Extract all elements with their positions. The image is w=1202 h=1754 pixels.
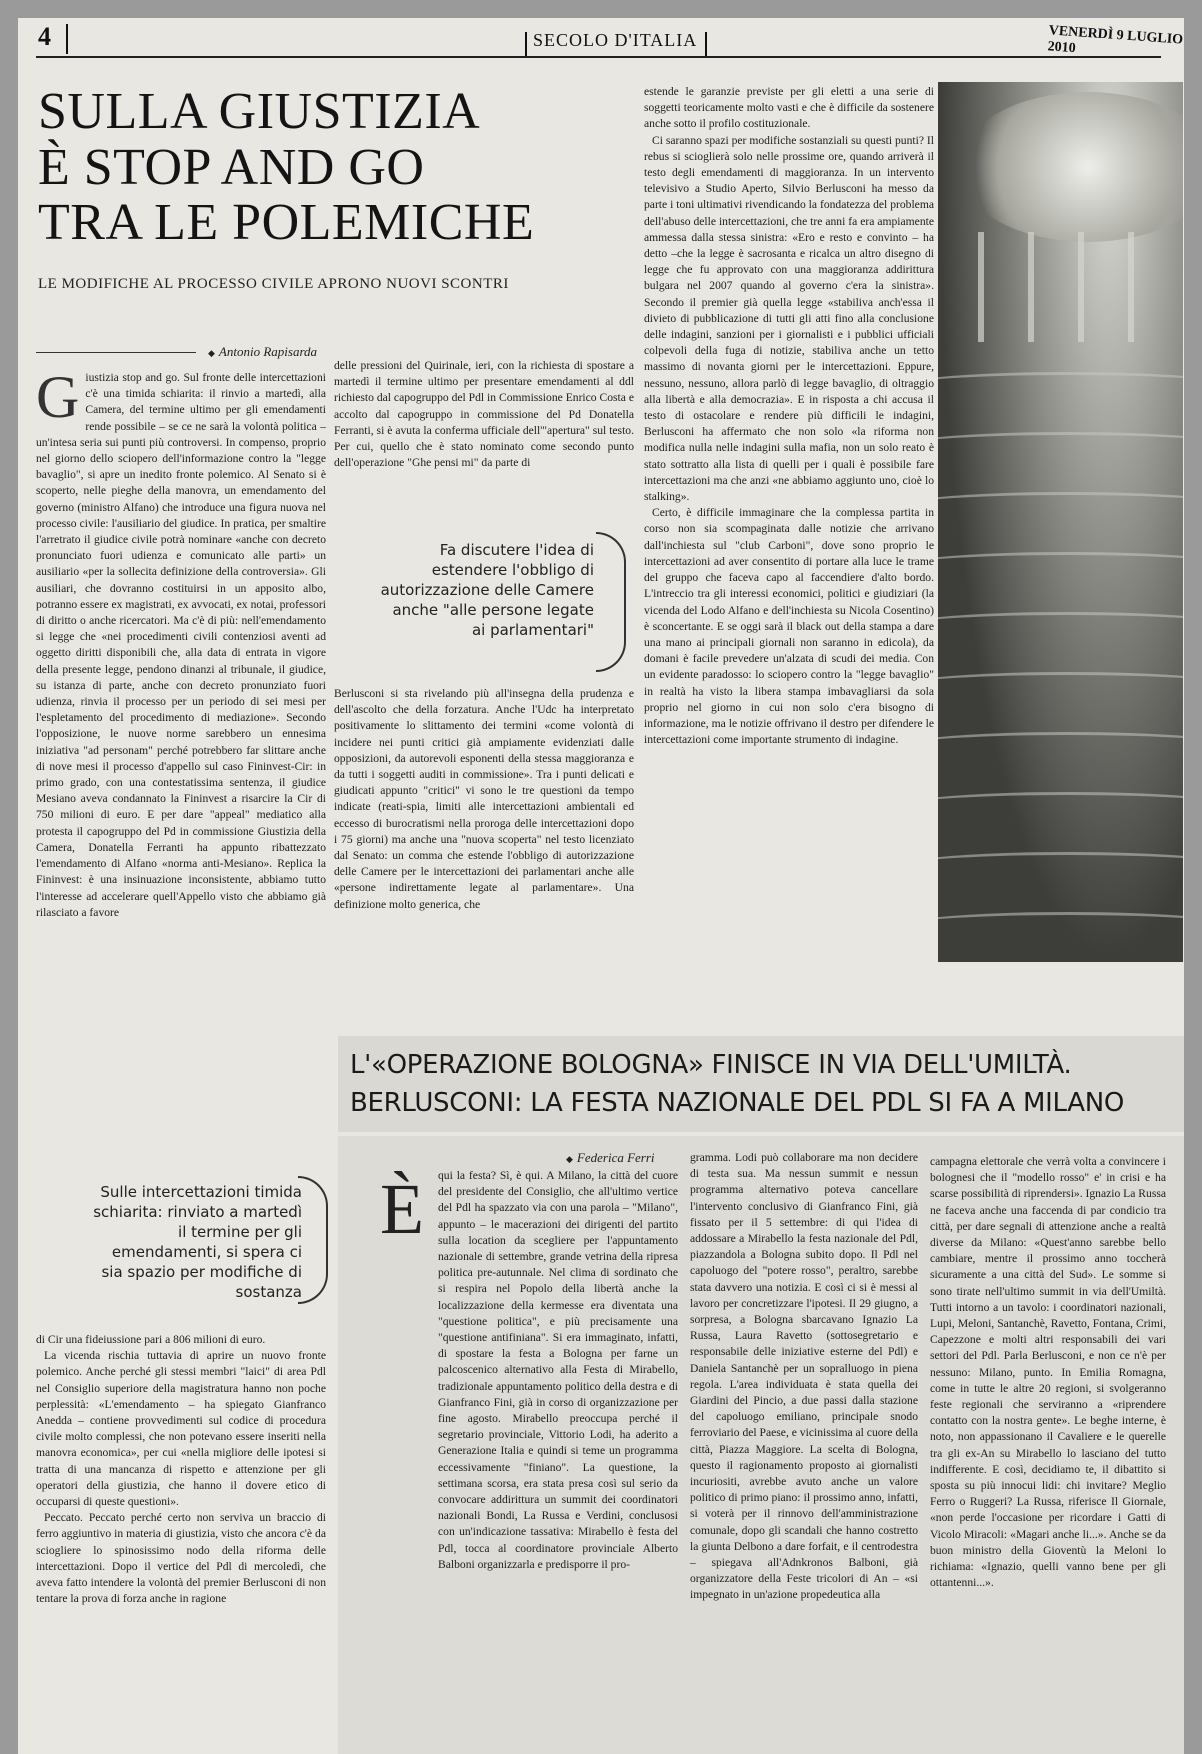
newspaper-page bbox=[18, 18, 1184, 1754]
paragraph: Certo, è difficile immaginare che la complessa partita in corso non sia scompaginata dalle notizie che arrivano dall'inchiesta sul "club Carboni", dove sono proprio le intercettazioni ad aver consentito di portare alla luce le trame del gruppo che faceva capo al faccendiere d'alto bordo. L'intreccio tra gli interessi economici, politici e giudiziari (la vicenda del Lodo Alfano e dell'inchiesta su Nicola Cosentino) è sconcertante. E se oggi sarà il black out della stampa a dare una mano ai principali giornali non saranno in edicola), da domani è facile prevedere un'alzata di scudi dei media. Con un evidente paradosso: lo sciopero contro la "legge bavaglio" in realtà ha visto la libera stampa imbavagliarsi da sola proprio nel giorno in cui non solo c'era bisogno di informazione, ma le notizie offrivano il destro per difendere le intercettazioni come importante strumento di indagine. bbox=[644, 506, 934, 747]
main-byline: ◆ Antonio Rapisarda bbox=[208, 344, 317, 360]
second-article-column-1 bbox=[438, 1168, 678, 1752]
paragraph: Berlusconi si sta rivelando più all'insegna della prudenza e dell'ascolto che della forzatura. Anche l'Udc ha interpretato positivamente lo slittamento dei termini «come volontà di incidere nei punti critici già ampiamente evidenziati dalle opposizioni, da autorevoli esponenti della stessa maggioranza e da tutti i soggetti auditi in commissione». Tra i punti delicati e giudicati appunto "critici" vi sono le tre questioni da tempo indicate (reati-spia, limiti alle intercettazioni ambientali ed eccesso di burocratismi nella proroga delle intercettazioni dopo i 75 giorni) ma anche una "nuova scoperta" nel testo licenziato dal Senato: un comma che estende l'obbligo di autorizzazione delle Camere per le intercettazioni dei parlamentari anche alle «persone indirettamente legate al parlamentare». Una definizione molto generica, che bbox=[334, 687, 634, 911]
pull-quote-2: Sulle intercettazioni timida schiarita: rinviato a martedì il termine per gli emendamenti, si spera ci sia spazio per modifiche di sostanza bbox=[93, 1183, 302, 1301]
photo-tier bbox=[938, 552, 1183, 581]
photo-tier bbox=[938, 852, 1183, 881]
headline-line-3: TRA LE POLEMICHE bbox=[38, 194, 535, 252]
page-number-divider bbox=[66, 24, 68, 54]
second-headline-line-1: L'«OPERAZIONE BOLOGNA» FINISCE IN VIA DELL'UMILTÀ. bbox=[350, 1050, 1072, 1080]
parliament-photo bbox=[938, 82, 1183, 962]
main-subheadline: LE MODIFICHE AL PROCESSO CIVILE APRONO NUOVI SCONTRI bbox=[38, 276, 509, 292]
second-article-byline: ◆ Federica Ferri bbox=[566, 1150, 655, 1166]
photo-tier bbox=[938, 732, 1183, 761]
pull-quote-1-brace bbox=[596, 532, 626, 672]
second-article-column-2 bbox=[690, 1150, 918, 1752]
photo-pillar bbox=[1128, 232, 1134, 342]
column-1-text: iustizia stop and go. Sul fronte delle intercettazioni c'è una timida schiarita: il rinvio a martedì, alla Camera, del termine ultimo per gli emendamenti rende possibile – se ce ne sarà la volontà politica – un'intesa seria sui punti più controversi. In compenso, proprio nel giorno dello sciopero dell'informazione contro la "legge bavaglio", si apre un inedito fronte polemico. Al Senato si è scoperto, nelle pieghe della manovra, un emendamento del governo (ministro Alfano) che introduce una figura nuova nel processo civile: l'ausiliario del giudice. In pratica, per smaltire l'arretrato il giudice civile potrà nominare «anche con decreto pronunciato fuori udienza e comunicato alle parti» un ausiliario «per la sollecita definizione della controversia». Gli ausiliari, che dovranno costituirsi in un apposito albo, potranno essere ex magistrati, ex avvocati, ex notai, professori di diritto o anche ricercatori. Ma c'è di più: nell'emendamento si legge che «nei procedimenti civili contenziosi aventi ad oggetto diritti disponibili che, alla data di entrata in vigore della presente legge, pendono dinanzi al tribunale, il giudice, su istanza di parte, anche con decreto pronunziato fuori udienza, rinvia il processo per un periodo di sei mesi per l'espletamento del procedimento di mediazione». Secondo l'opposizione, le nuove norme sarebbero un ennesima iniziativa "ad personam" perché potrebbero far slittare anche di nove mesi il processo d'appello sul caso Fininvest-Cir: in primo grado, con una contestatissima sentenza, il giudice Mesiano aveva condannato la Fininvest a risarcire la Cir di 750 milioni di euro. E per dare "appeal" mediatico alla protesta il capogruppo del Pd in commissione Giustizia della Camera, Donatella Ferranti ha appunto ribattezzato l'emendamento di Alfano «norma anti-Mesiano». Replica la Fininvest: è una insinuazione inconsistente, abbiamo tutto l'interesse ad accelerare quell'Appello visto che abbiamo già rilasciato a favore bbox=[36, 371, 326, 919]
paragraph: La vicenda rischia tuttavia di aprire un nuovo fronte polemico. Anche perché gli stessi membri "laici" di area Pdl nel Consiglio superiore della magistratura hanno non poche perplessità: «L'emendamento – ha spiegato Gianfranco Anedda – contiene provvedimenti sul codice di procedura civile molto complessi, che non potevano essere inseriti nella manovra economica», per cui «nella migliore delle ipotesi si tratta di una mancanza di rispetto e attenzione per gli operatori della giustizia, che hanno il dovere etico di occuparsi di queste questioni». bbox=[36, 1349, 326, 1509]
paragraph: di Cir una fideiussione pari a 806 milioni di euro. bbox=[36, 1333, 266, 1346]
photo-tier bbox=[938, 672, 1183, 701]
issue-date: VENERDÌ 9 LUGLIO 2010 bbox=[1047, 23, 1184, 57]
second-drop-cap: È bbox=[380, 1169, 424, 1249]
paragraph: estende le garanzie previste per gli eletti a una serie di soggetti teoricamente molto vasti e che è difficile da sostenere anche sotto il profilo costituzionale. bbox=[644, 85, 934, 131]
photo-tier bbox=[938, 372, 1183, 401]
header-rule bbox=[36, 56, 1161, 58]
paragraph: gramma. Lodi può collaborare ma non decidere di testa sua. Ma nessun summit e nessun programma alternativo poteva cancellare l'intervento conclusivo di Gianfranco Fini, già fissato per il 5 settembre: di qui l'idea di addossare a Mirabello la festa nazionale del Pdl, piazzandola a Bologna subito dopo. Il Pdl nel capoluogo del "potere rosso", peraltro, sarebbe stata davvero una notizia. E così ci si è messi al lavoro per concretizzare l'ipotesi. Il 29 giugno, a sorpresa, a Bologna sbarcavano Ignazio La Russa, Laura Ravetto (sottosegretario e responsabile delle iniziative esterne del Pdl) e Daniela Santanchè per un sopralluogo in piena regola. L'area individuata è stata quella dei Giardini del Pincio, a due passi dalla stazione del capoluogo emiliano, principale snodo ferroviario del Paese, e vicinissima al cuore della città, Piazza Maggiore. La scelta di Bologna, questo il ragionamento proposto ai giornalisti incuriositi, avrebbe avuto anche un valore politico di primo piano: il prossimo anno, infatti, si voterà per il rinnovo dell'amministrazione comunale, dopo gli scandali che hanno costretto la giunta Delbono a dare forfait, e il centrodestra – spiegava all'Adnkronos Balboni, già organizzatore della Feste tricolori di An – «si impegnato in un'azione propedeutica alla bbox=[690, 1151, 918, 1602]
main-headline bbox=[38, 84, 628, 251]
article-column-2 bbox=[334, 358, 634, 518]
photo-dome bbox=[958, 92, 1183, 242]
paragraph: qui la festa? Sì, è qui. A Milano, la città del cuore del presidente del Consiglio, che all'ultimo vertice del Pdl ha spazzato via con una parola – "Milano", appunto – le macerazioni dei dirigenti del partito sulla location da scegliere per l'appuntamento nazionale di settembre, grande vetrina della ripresa politica pre-autunnale. Nel clima di sordinato che si respira nel Popolo della libertà anche la localizzazione della kermesse era diventata una "questione politica", e più precisamente una "questione antifiniana". Si era immaginato, infatti, di spostare la festa a Bologna per farne un palcoscenico alternativo alla Festa di Mirabello, tradizionale appuntamento politico della destra e di Gianfranco Fini, già in corso di organizzazione per fine agosto. Mirabello preoccupa perché il segretario provinciale, Vittorio Lodi, ha aderito a Generazione Italia e quindi si teme un programma eccessivamente "finiano". La questione, la settimana scorsa, era stata presa così sul serio da convocare addirittura un summit dei coordinatori nazionali Bondi, La Russa e Verdini, conclusosi con un'indicazione tassativa: Mirabello è festa del Pdl, tocca al coordinatore provinciale Alberto Balboni organizzarla e predisporre il pro- bbox=[438, 1169, 678, 1571]
paragraph: Ci saranno spazi per modifiche sostanziali su questi punti? Il rebus si scioglierà solo nelle prossime ore, quando arriverà il testo degli emendamenti di maggioranza. In un intervento televisivo a Studio Aperto, Silvio Berlusconi ha messo da parte i toni ultimativi rivendicando la fondatezza del problema dell'abuso delle intercettazioni, che tre anni fa era ampiamente ammessa dalla stessa sinistra: «Ero e resto e convinto – ha detto –che la legge è sacrosanta e ricalca un altro disegno di legge che fu approvato con una maggioranza addirittura bulgara nel 2007 quando al governo c'era la sinistra». Secondo il premier già quella legge «stabiliva anch'essa il divieto di pubblicazione di tutti gli atti fino alla conclusione delle indagini, sanzioni per i giornalisti e i pubblici ufficiali colpevoli della fuga di notizie, stabiliva anche un tetto massimo di novanta giorni per le intercettazioni. Eppure, nessuno, nessuno, allora parlò di legge bavaglio, di oltraggio alla libertà e alla democrazia». E in risposta a chi accusa il testo di ostacolare e rendere più difficili le indagini, Berlusconi ha affermato che non solo «la riforma non modifica nulla nelle indagini sulla mafia, non un solo reato è stato sottratto alla lista di quelli per i quali è possibile fare intercettazioni ma che anzi «ne abbiamo aggiunto uno, cioè lo stalking». bbox=[644, 133, 934, 504]
photo-tier bbox=[938, 612, 1183, 641]
article-column-1 bbox=[36, 370, 326, 1152]
photo-pillar bbox=[1028, 232, 1034, 342]
paragraph: campagna elettorale che verrà volta a convincere i bolognesi che il "modello rosso" e' in crisi e ha scarse possibilità di riprendersi». Ignazio La Russa ne faceva anche una faccenda di par condicio tra città, per dare segnali di attenzione anche a realtà diverse da Milano: «Quest'anno sarebbe bello cambiare, mentre il prossimo anno toccherà sicuramente a una città del Sud». Le somme si sono tirate nell'ultimo summit in via dell'Umiltà. Tutti intorno a un tavolo: i coordinatori nazionali, Lupi, Meloni, Santanchè, Ravetto, Fontana, Crimi, Capezzone e molti altri responsabili dei vari settori del Pdl. Parla Berlusconi, e non ce n'è per nessuno: Milano, punto. In Emilia Romagna, come in tutte le altre 20 regioni, si svolgeranno feste regionali che serviranno a «riprendere contatto con la nostra gente». Le beghe interne, è noto, non appassionano il Cavaliere e le querelle tra gli ex-An su Mirabello lo lasciano del tutto indifferente. E così, decidiamo te, il dibattito si sposta su più innocui lidi: chi invitare? Meglio Ferro o Ruggeri? La Russa, riferisce Il Giornale, «non perde l'occasione per ricordare i Gatti di Vicolo Miracoli: «Magari anche li...». Anche se da buon ministro della Gioventù la Meloni lo richiama: «Ignazio, quelli vanno bene per gli ottantenni...». bbox=[930, 1155, 1166, 1590]
headline-line-2: È STOP AND GO bbox=[38, 138, 425, 196]
masthead: SECOLO D'ITALIA bbox=[533, 30, 698, 50]
article-column-3 bbox=[644, 84, 934, 1024]
second-article-column-3 bbox=[930, 1154, 1166, 1752]
photo-tier bbox=[938, 792, 1183, 821]
pull-quote-1: Fa discutere l'idea di estendere l'obbligo di autorizzazione delle Camere anche "alle persone legate ai parlamentari" bbox=[380, 541, 594, 639]
photo-pillar bbox=[978, 232, 984, 342]
second-article-headline bbox=[350, 1046, 1180, 1122]
byline-rule bbox=[36, 352, 196, 353]
second-headline-line-2: BERLUSCONI: LA FESTA NAZIONALE DEL PDL SI FA A MILANO bbox=[350, 1088, 1125, 1118]
photo-tier bbox=[938, 912, 1183, 941]
photo-pillar bbox=[1078, 232, 1084, 342]
headline-line-1: SULLA GIUSTIZIA bbox=[38, 83, 481, 140]
page-number: 4 bbox=[38, 22, 51, 51]
paragraph: Peccato. Peccato perché certo non serviva un braccio di ferro aggiuntivo in materia di giustizia, visto che ancora c'è da sciogliere lo spinosissimo nodo della riforma delle intercettazioni. Dopo il vertice del Pdl di mercoledì, che aveva fatto intendere la volontà del premier Berlusconi di non tentare la prova di forza anche in ragione bbox=[36, 1511, 326, 1606]
column-2-text: delle pressioni del Quirinale, ieri, con la richiesta di spostare a martedì il termine ultimo per presentare emendamenti al ddl richiesto dal capogruppo del Pdl in Commissione Enrico Costa e accolto dal capogruppo in commissione del Pd Donatella Ferranti, si è avuta la conferma ufficiale dell'"apertura" sul testo. Per cui, quello che è stato nominato come secondo punto dell'operazione "Ghe pensi mi" da parte di bbox=[334, 359, 634, 470]
drop-cap: G bbox=[36, 370, 80, 430]
photo-tier bbox=[938, 492, 1183, 521]
photo-tier bbox=[938, 432, 1183, 461]
article-column-1-continued bbox=[36, 1332, 326, 1752]
pull-quote-2-brace bbox=[298, 1176, 328, 1304]
article-column-2-continued bbox=[334, 686, 634, 1024]
